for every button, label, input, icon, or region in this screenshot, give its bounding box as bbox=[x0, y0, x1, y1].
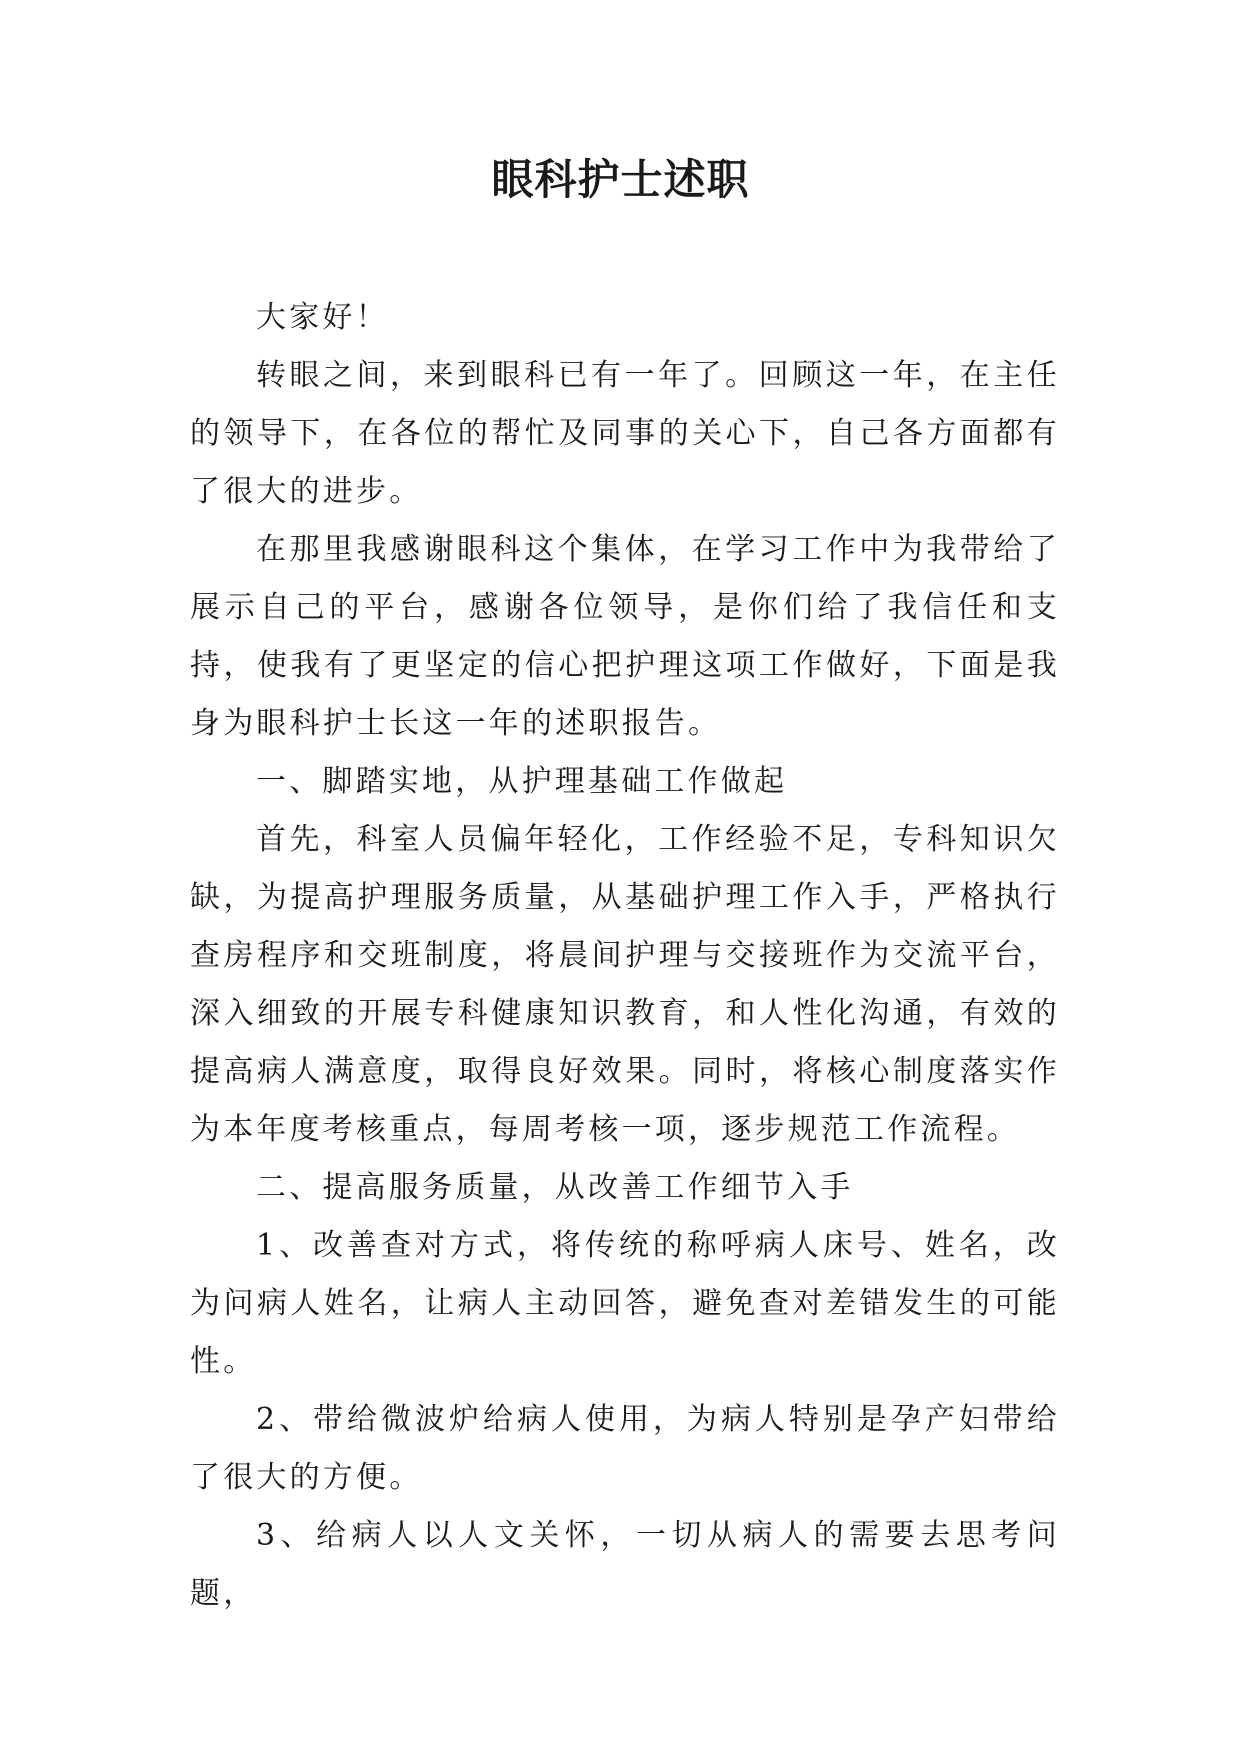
paragraph-greeting: 大家好！ bbox=[256, 300, 389, 335]
document-body bbox=[190, 289, 1060, 1623]
list-item-3: 3、给病人以人文关怀，一切从病人的需要去思考问题， bbox=[190, 1518, 1060, 1611]
list-item-2: 2、带给微波炉给病人使用，为病人特别是孕产妇带给了很大的方便。 bbox=[190, 1402, 1060, 1495]
paragraph-thanks: 在那里我感谢眼科这个集体，在学习工作中为我带给了展示自己的平台，感谢各位领导，是你们给了我信任和支持，使我有了更坚定的信心把护理这项工作做好，下面是我身为眼科护士长这一年的述职报告。 bbox=[190, 532, 1060, 741]
paragraph-section-1: 首先，科室人员偏年轻化，工作经验不足，专科知识欠缺，为提高护理服务质量，从基础护理工作入手，严格执行查房程序和交班制度，将晨间护理与交接班作为交流平台，深入细致的开展专科健康知识教育，和人性化沟通，有效的提高病人满意度，取得良好效果。同时，将核心制度落实作为本年度考核重点，每周考核一项，逐步规范工作流程。 bbox=[190, 822, 1060, 1147]
document-title: 眼科护士述职 bbox=[491, 155, 750, 204]
section-heading-1: 一、脚踏实地，从护理基础工作做起 bbox=[256, 764, 788, 799]
section-heading-2: 二、提高服务质量，从改善工作细节入手 bbox=[256, 1170, 854, 1205]
paragraph-intro: 转眼之间，来到眼科已有一年了。回顾这一年，在主任的领导下，在各位的帮忙及同事的关心下，自己各方面都有了很大的进步。 bbox=[190, 358, 1060, 509]
list-item-1: 1、改善查对方式，将传统的称呼病人床号、姓名，改为问病人姓名，让病人主动回答，避免查对差错发生的可能性。 bbox=[190, 1228, 1060, 1379]
